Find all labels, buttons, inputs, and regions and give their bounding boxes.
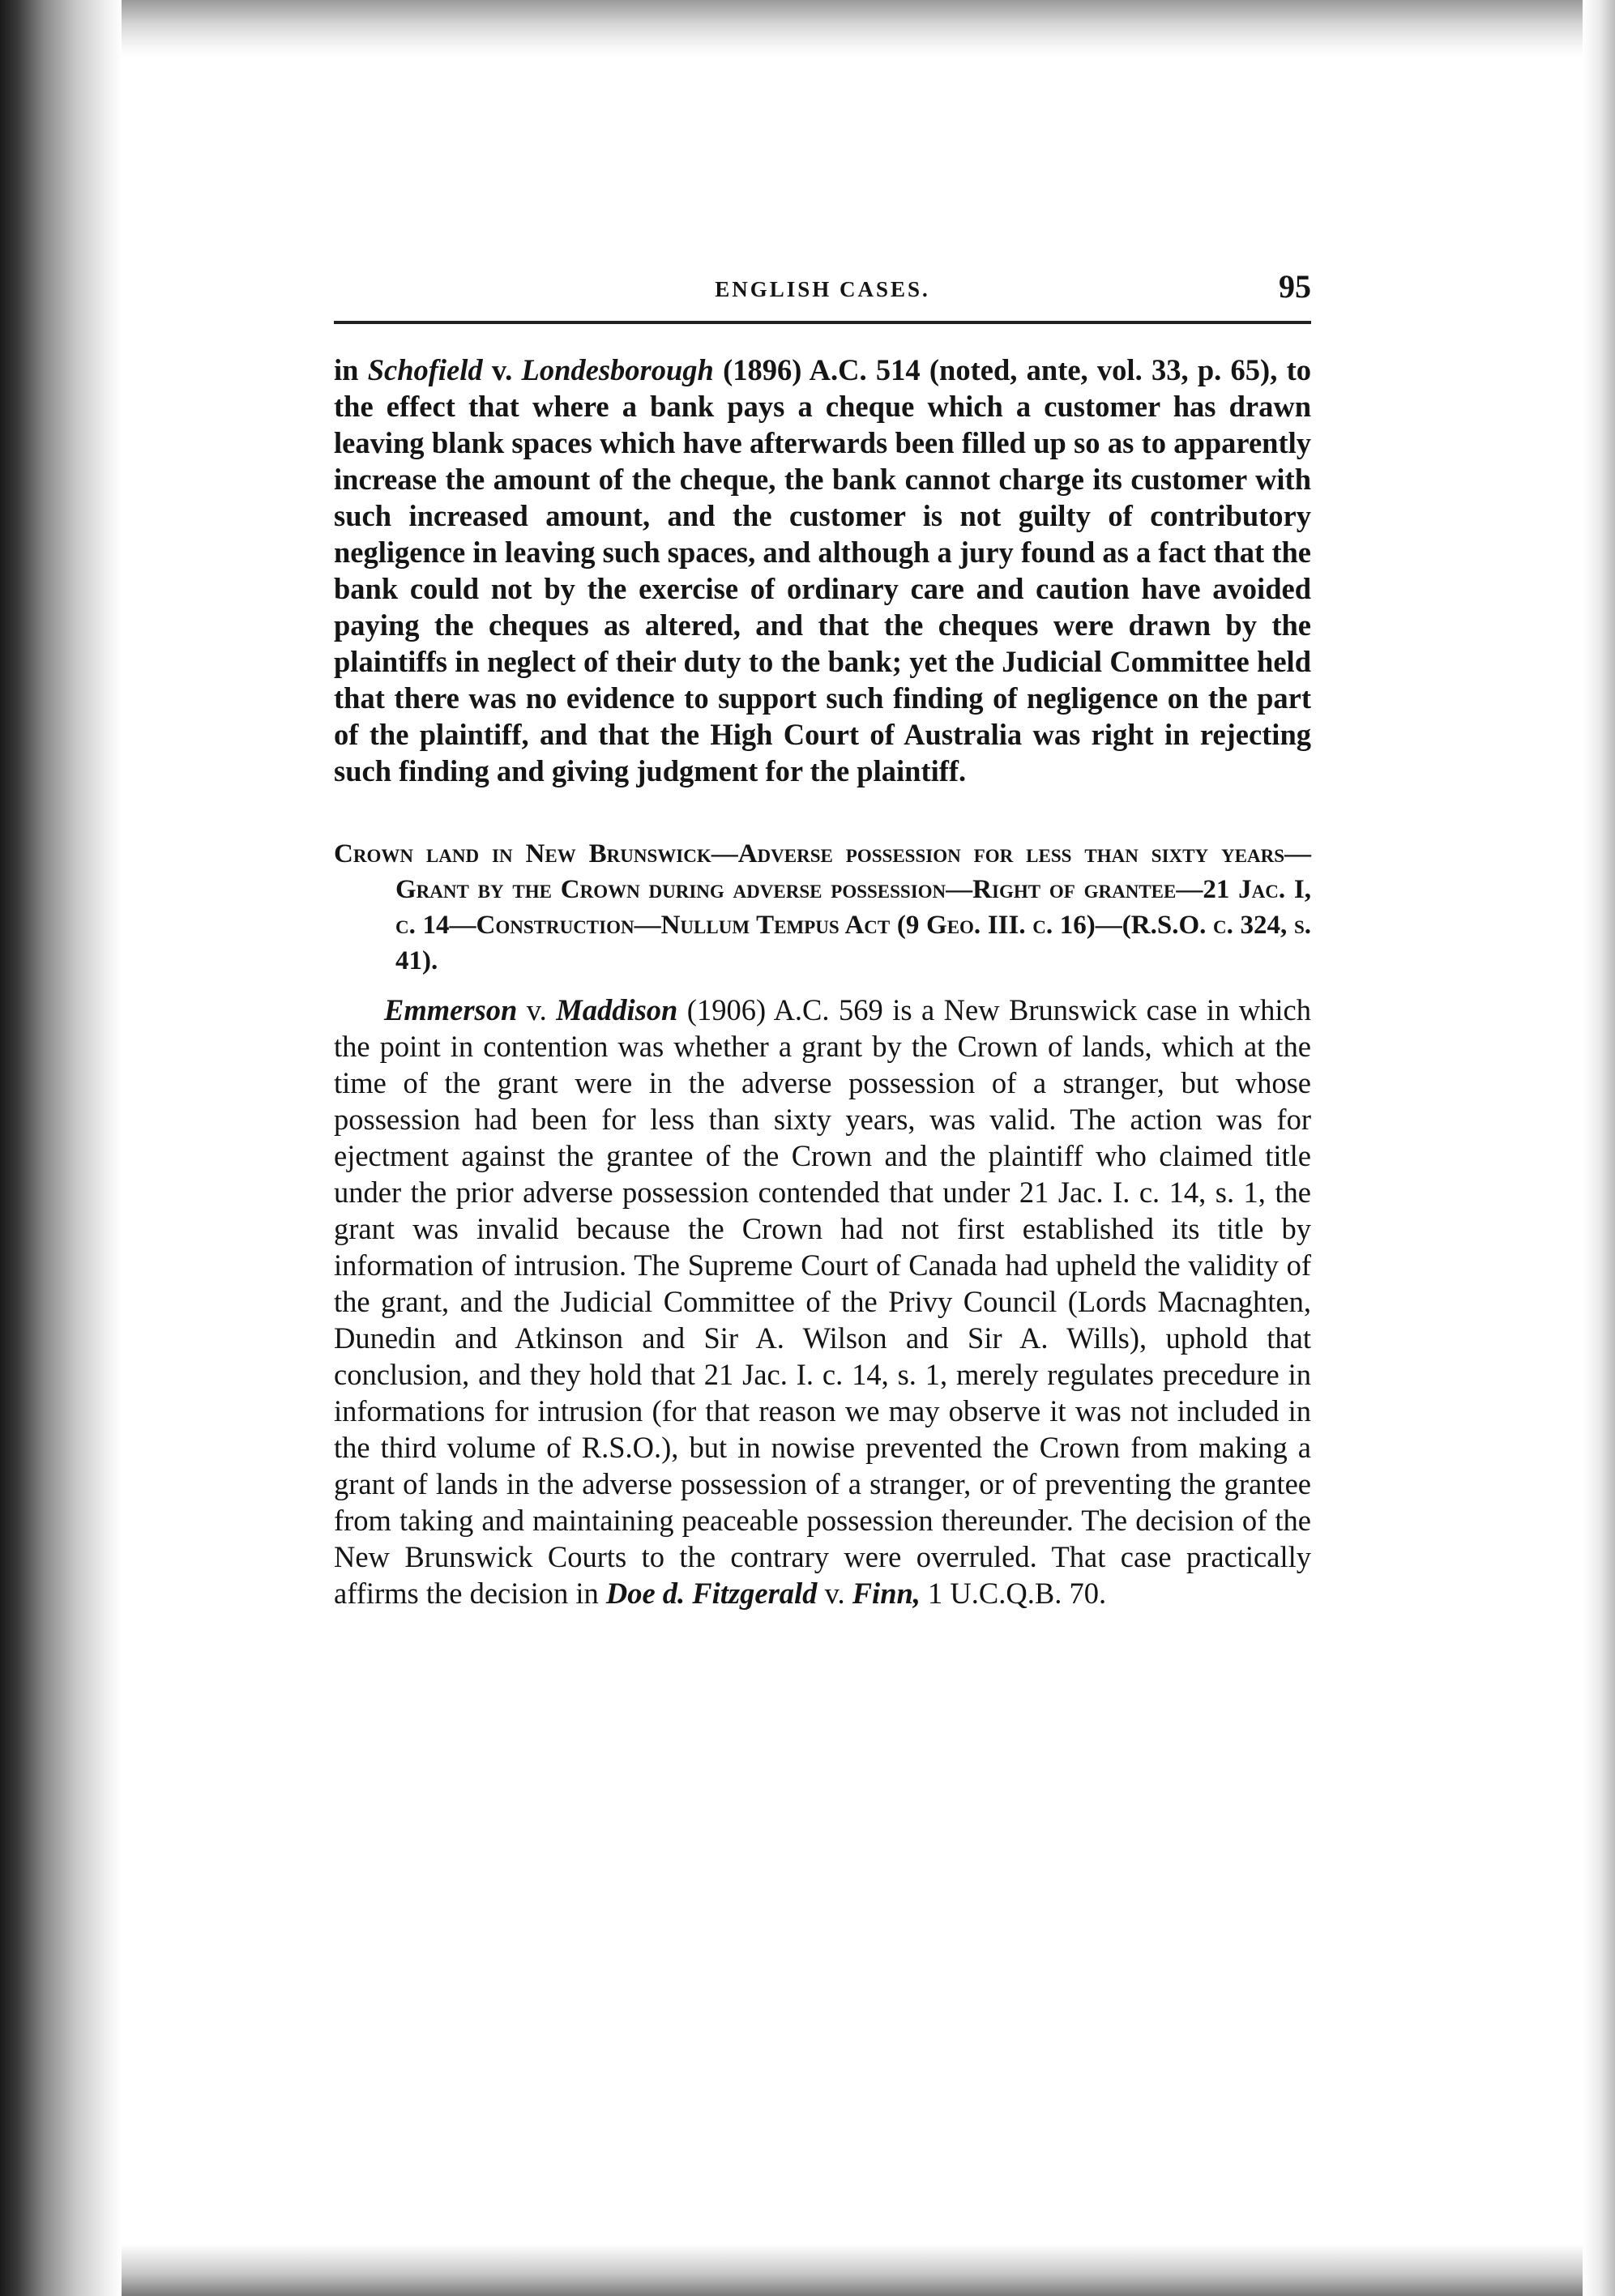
paragraph-text: (1896) A.C. 514 (noted, ante, vol. 33, p. 65), to the effect that where a bank pays a cheque which a customer has drawn leaving blank spaces which have afterwards been filled up so as to apparently increase the amount of the cheque, the bank cannot charge its customer with such increased amount, and the customer is not guilty of contributory negligence in leaving such spaces, and although a jury found as a fact that the bank could not by the exercise of ordinary care and caution have avoided paying the cheques as altered, and that the cheques were drawn by the plaintiffs in neglect of their duty to the bank; yet the Judicial Committee held that there was no evidence to support such finding of negligence on the part of the plaintiff, and that the High Court of Australia was right in rejecting such finding and giving judgment for the plaintiff. [334, 353, 1311, 787]
case-name-party: Schofield [367, 353, 483, 386]
paragraph-text: (1906) A.C. 569 is a New Brunswick case in which the point in contention was whether a grant by the Crown of lands, which at the time of the grant were in the adverse possession of a stranger, but whose possession had been for less than sixty years, was valid. The action was for ejectment against the grantee of the Crown and the plaintiff who claimed title under the prior adverse possession contended that under 21 Jac. I. c. 14, s. 1, the grant was invalid because the Crown had not first established its title by information of intrusion. The Supreme Court of Canada had upheld the validity of the grant, and the Judicial Committee of the Privy Council (Lords Macnaghten, Dunedin and Atkinson and Sir A. Wilson and Sir A. Wills), uphold that conclusion, and they hold that 21 Jac. I. c. 14, s. 1, merely regulates precedure in informations for intrusion (for that reason we may observe it was not included in the third volume of R.S.O.), but in nowise prevented the Crown from making a grant of lands in the adverse possession of a stranger, or of preventing the grantee from taking and maintaining peaceable possession thereunder. The decision of the New Brunswick Courts to the contrary were overruled. That case practically affirms the decision in [334, 993, 1311, 1610]
scan-bottom-edge [122, 2244, 1615, 2296]
versus: v. [817, 1577, 852, 1610]
page-number: 95 [1279, 268, 1311, 305]
case-name-party: Londesborough [521, 353, 714, 386]
section-heading: Crown land in New Brunswick—Adverse possession for less than sixty years—Grant by the Crown during adverse possession—Right of grantee—21 Jac. I, c. 14—Construction—Nullum Tempus Act (9 Geo. III. c. 16)—(R.S.O. c. 324, s. 41). [334, 839, 1311, 975]
running-title: ENGLISH CASES. [715, 277, 930, 301]
section-paragraph [334, 992, 1311, 1611]
versus: v. [517, 993, 557, 1026]
lead-in: in [334, 353, 368, 386]
document-page [334, 267, 1311, 1611]
scan-top-edge [122, 0, 1615, 57]
scan-left-edge [0, 0, 122, 2296]
running-head [334, 267, 1311, 319]
case-name-party: Maddison [556, 993, 678, 1026]
case-name-party: Finn, [852, 1577, 921, 1610]
case-name-party: Emmerson [384, 993, 518, 1026]
paragraph-text: 1 U.C.Q.B. 70. [920, 1577, 1107, 1610]
continued-paragraph [334, 352, 1311, 789]
header-rule [334, 321, 1311, 324]
versus: v. [482, 353, 522, 386]
scan-right-edge [1583, 0, 1615, 2296]
case-name-party: Doe d. Fitzgerald [605, 1577, 818, 1610]
